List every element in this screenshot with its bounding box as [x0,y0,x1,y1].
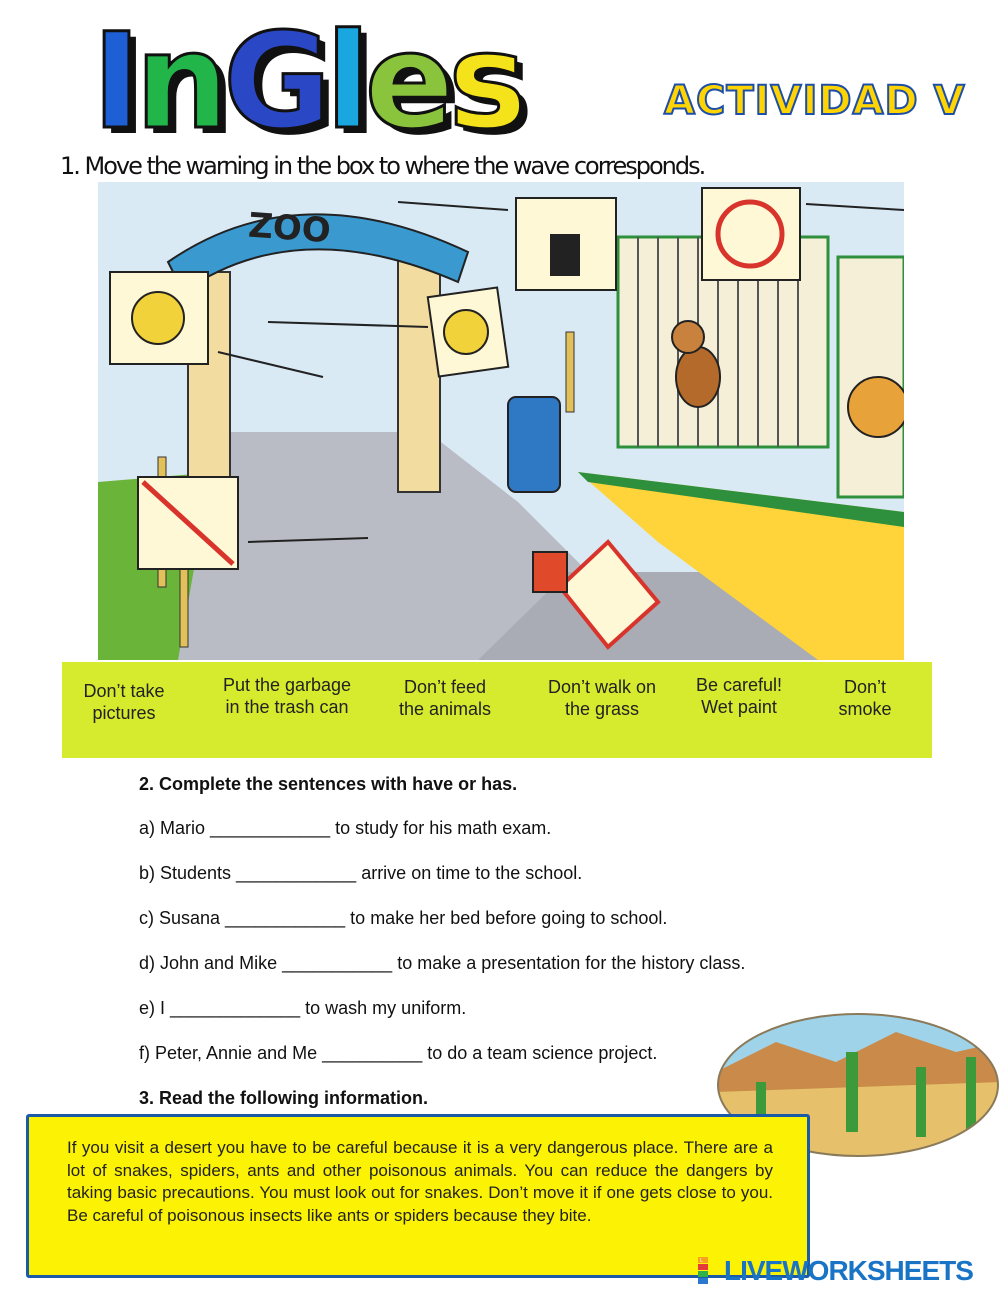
sentence-d[interactable]: d) John and Mike ___________ to make a presentation for the history class. [139,953,746,973]
logo-letter: L [700,1258,703,1264]
warnings-box [62,662,932,758]
exercise3-heading: 3. Read the following information. [139,1088,429,1108]
title-letter: s [448,5,521,159]
title-letter: l [325,5,365,159]
sentence-b[interactable]: b) Students ____________ arrive on time to the school. [139,863,583,883]
worksheet-title [92,5,612,159]
warning-dont-walk-grass[interactable]: Don’t walk on the grass [547,677,657,719]
title-letter: n [135,5,224,159]
title-letter: G [223,5,326,159]
brand-name[interactable]: LIVEWORKSHEETS [724,1255,973,1286]
zoo-illustration [98,182,904,660]
warning-wet-paint[interactable]: Be careful! Wet paint [695,675,783,717]
warning-dont-smoke[interactable]: Don’t smoke [838,677,892,719]
warning-put-garbage[interactable]: Put the garbage in the trash can [222,675,352,717]
sentence-a[interactable]: a) Mario ____________ to study for his math exam. [139,818,552,838]
warning-dont-feed-animals[interactable]: Don’t feed the animals [398,677,492,719]
exercise2-heading: 2. Complete the sentences with have or has. [139,774,518,794]
sentence-e[interactable]: e) I _____________ to wash my uniform. [139,998,467,1018]
liveworksheets-logo [698,1255,973,1287]
zoo-sign-text: ZOO [246,205,332,252]
sentence-c[interactable]: c) Susana ____________ to make her bed before going to school. [139,908,668,928]
sentence-f[interactable]: f) Peter, Annie and Me __________ to do a team science project. [139,1043,658,1063]
warning-dont-take-pictures[interactable]: Don’t take pictures [83,681,165,723]
liveworksheets-logo-icon [698,1255,722,1285]
title-letter: e [364,5,449,159]
title-letter: I [92,5,136,159]
reading-box [26,1114,810,1278]
reading-text: If you visit a desert you have to be careful because it is a very dangerous place. There are a lot of snakes, spiders, ants and other poisonous animals. You can reduce the dangers by taking basic precautions. You must look out for snakes. Don’t move it if one gets close to you. Be careful of poisonous insects like ants or spiders because they bite. [67,1138,773,1225]
exercise1-instruction: 1. Move the warning in the box to where the wave corresponds. [60,152,705,180]
activity-subtitle: ACTIVIDAD V [664,78,966,124]
